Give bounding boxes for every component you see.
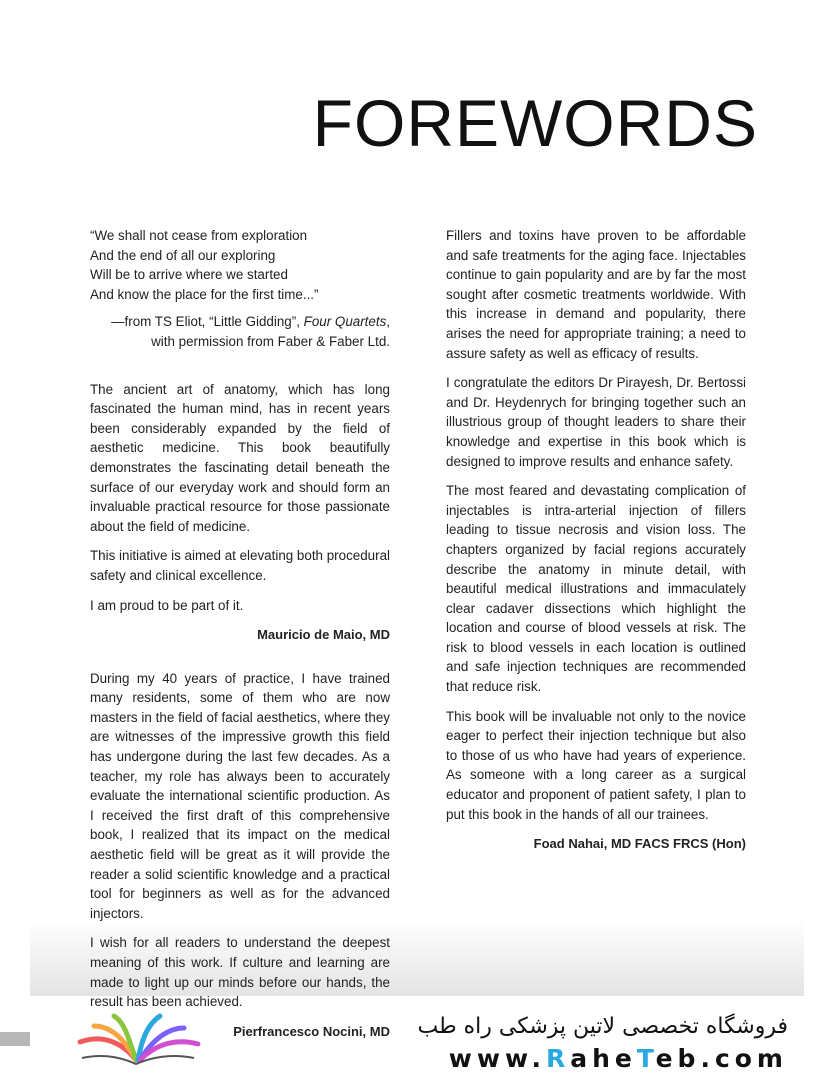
store-name: فروشگاه تخصصی لاتین پزشکی راه طب [417, 1014, 788, 1039]
foreword3-paragraph: The most feared and devastating complication of injectables is intra-arterial injection of fillers leading to tissue necrosis and vision loss. The chapters organized by facial regions accurately describe the anatomy in minute detail, with beautiful medical illustrations and immaculately clear cadaver dissections which highlight the location and course of blood vessels at risk. The risk to blood vessels in each location is outlined and safe injection techniques are recommended that reduce risk. [446, 483, 746, 695]
epigraph-line: “We shall not cease from exploration [90, 228, 308, 243]
attribution-line2: with permission from Faber & Faber Ltd. [151, 333, 390, 349]
epigraph [90, 226, 390, 304]
url-part: eb.com [655, 1044, 788, 1073]
left-column [90, 226, 390, 1065]
foreword3-paragraph: I congratulate the editors Dr Pirayesh, Dr. Bertossi and Dr. Heydenrych for bringing together such an illustrious group of thought leaders to share their knowledge and expertise in this book which is designed to improve results and enhance safety. [446, 375, 746, 469]
url-part-accent: T [636, 1044, 656, 1073]
url-part: www. [448, 1044, 546, 1073]
epigraph-line: And know the place for the first time...” [90, 286, 319, 302]
foreword3-signature: Foad Nahai, MD FACS FRCS (Hon) [533, 836, 746, 852]
foreword3-paragraph: This book will be invaluable not only to the novice eager to perfect their injection technique but also to those of us who have had years of experience. As someone with a long career as a surgical educator and proponent of patient safety, I plan to put this book in the hands of all our trainees. [446, 708, 746, 822]
foreword1-signature: Mauricio de Maio, MD [257, 627, 390, 643]
epigraph-attribution [90, 312, 390, 351]
attribution-suffix: , [386, 314, 390, 330]
epigraph-line: Will be to arrive where we started [90, 267, 288, 283]
attribution-prefix: —from TS Eliot, “Little Gidding”, [111, 314, 304, 330]
right-column [446, 226, 746, 878]
page-title: FOREWORDS [312, 86, 758, 160]
foreword1-paragraph: I am proud to be part of it. [90, 597, 244, 613]
foreword1-paragraph: This initiative is aimed at elevating both procedural safety and clinical excellence. [90, 548, 390, 583]
page-edge-tab [0, 1032, 30, 1046]
store-url [449, 1044, 788, 1073]
attribution-work: Four Quartets [303, 314, 387, 330]
foreword1-paragraph: The ancient art of anatomy, which has long fascinated the human mind, has in recent years been considerably expanded by the field of aesthetic medicine. This book beautifully demonstrates the fascinating detail beneath the surface of our everyday work and should form an invaluable practical resource for those passionate about the field of medicine. [90, 381, 390, 534]
foreword3-paragraph: Fillers and toxins have proven to be affordable and safe treatments for the aging face. Injectables continue to gain popularity and are by far the most sought after cosmetic treatments worldwide. With this increase in demand and popularity, there arises the need for appropriate training; a need to assure safety as well as efficacy of results. [446, 228, 746, 361]
epigraph-line: And the end of all our exploring [90, 247, 276, 263]
url-part-accent: R [545, 1044, 571, 1073]
url-part: ahe [570, 1044, 637, 1073]
foreword2-paragraph: I wish for all readers to understand the deepest meaning of this work. If culture and learning are made to light up our minds before our hands, the result has been achieved. [90, 935, 390, 1010]
foreword2-signature: Pierfrancesco Nocini, MD [233, 1023, 390, 1039]
foreword2-paragraph: During my 40 years of practice, I have trained many residents, some of them who are now masters in the field of facial aesthetics, where they are witnesses of the impressive growth this field has undergone during the last few decades. As a teacher, my role has always been to accurately evaluate the international scientific production. As I received the first draft of this comprehensive book, I realized that its impact on the medical aesthetic field will be great as it will provide the reader a solid scientific knowledge and a practical tool for beginners as well as for the advanced injectors. [90, 670, 390, 921]
